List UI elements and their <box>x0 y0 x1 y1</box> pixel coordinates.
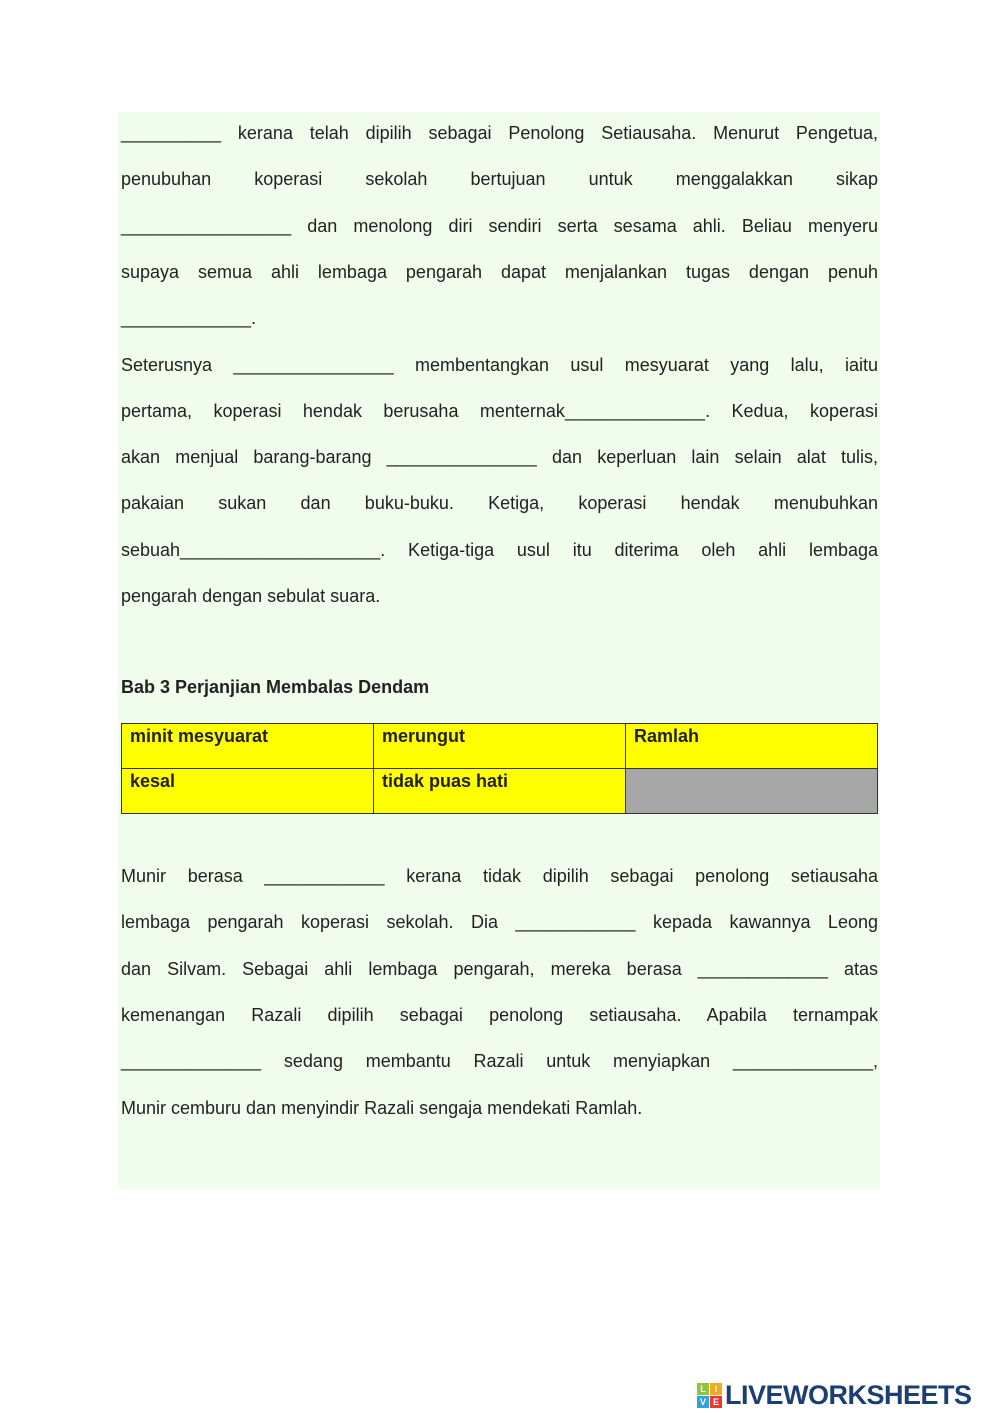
text-line: Seterusnya ________________ membentangkan usul mesyuarat yang lalu, iaitu <box>121 354 878 375</box>
text-line: akan menjual barang-barang _______________ dan keperluan lain selain alat tulis, <box>121 447 878 468</box>
logo-letter: E <box>710 1396 722 1408</box>
text-line: _____________. <box>121 308 257 329</box>
text-line: sebuah____________________. Ketiga-tiga usul itu diterima oleh ahli lembaga <box>121 539 878 560</box>
text-line: pakaian sukan dan buku-buku. Ketiga, koperasi hendak menubuhkan <box>121 493 878 514</box>
logo-letter: V <box>697 1396 709 1408</box>
word-cell: kesal <box>122 769 374 814</box>
table-row <box>122 769 878 814</box>
text-line: penubuhan koperasi sekolah bertujuan untuk menggalakkan sikap <box>121 169 878 190</box>
word-cell: Ramlah <box>626 724 878 769</box>
text-line: kemenangan Razali dipilih sebagai penolong setiausaha. Apabila ternampak <box>121 1004 878 1025</box>
table-row <box>122 724 878 769</box>
word-cell: tidak puas hati <box>374 769 626 814</box>
text-line: lembaga pengarah koperasi sekolah. Dia ____________ kepada kawannya Leong <box>121 912 878 933</box>
logo-cube-icon <box>697 1383 722 1408</box>
word-bank-table <box>121 723 878 814</box>
word-cell: minit mesyuarat <box>122 724 374 769</box>
text-line: pertama, koperasi hendak berusaha menternak______________. Kedua, koperasi <box>121 400 878 421</box>
text-line: Munir berasa ____________ kerana tidak dipilih sebagai penolong setiausaha <box>121 866 878 886</box>
empty-cell <box>626 769 878 814</box>
logo-text: LIVEWORKSHEETS <box>725 1380 972 1410</box>
text-line: supaya semua ahli lembaga pengarah dapat menjalankan tugas dengan penuh <box>121 261 878 282</box>
text-line: dan Silvam. Sebagai ahli lembaga pengarah, mereka berasa _____________ atas <box>121 958 878 979</box>
logo-letter: L <box>697 1383 709 1395</box>
text-line: ______________ sedang membantu Razali untuk menyiapkan ______________, <box>121 1051 878 1072</box>
logo-letter: I <box>710 1383 722 1395</box>
text-line: __________ kerana telah dipilih sebagai Penolong Setiausaha. Menurut Pengetua, <box>121 123 878 143</box>
liveworksheets-logo <box>697 1380 972 1411</box>
text-line: pengarah dengan sebulat suara. <box>121 586 381 606</box>
text-line: Munir cemburu dan menyindir Razali sengaja mendekati Ramlah. <box>121 1097 643 1118</box>
word-cell: merungut <box>374 724 626 769</box>
text-line: _________________ dan menolong diri sendiri serta sesama ahli. Beliau menyeru <box>121 215 878 236</box>
section-heading: Bab 3 Perjanjian Membalas Dendam <box>121 677 430 697</box>
